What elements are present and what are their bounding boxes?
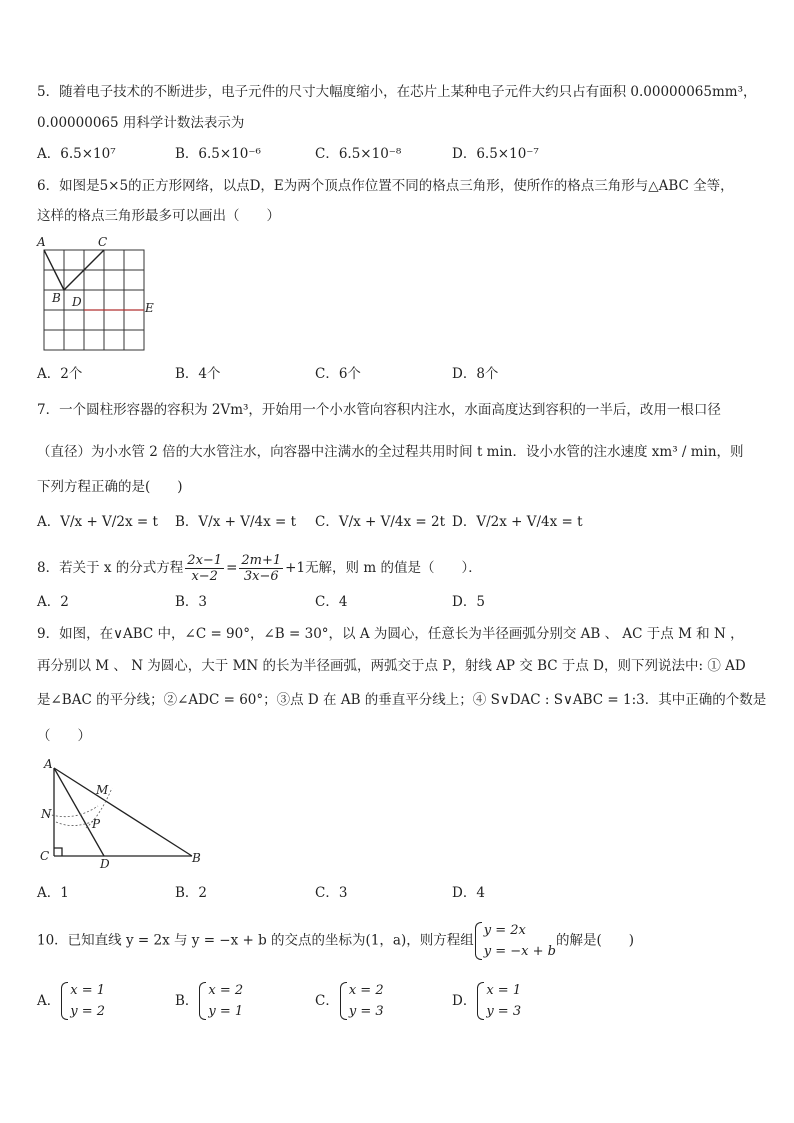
q5-stem-line1: 5．随着电子技术的不断进步，电子元件的尺寸大幅度缩小，在芯片上某种电子元件大约只占有面积 0.00000065mm³， (37, 84, 757, 100)
q8-option-d[interactable]: D．5 (452, 594, 485, 610)
q6-option-c[interactable]: C．6个 (315, 366, 361, 382)
q5-option-c[interactable]: C．6.5×10⁻⁸ (315, 146, 402, 162)
q9-triangle-figure (34, 756, 214, 868)
q10-option-a[interactable] (37, 980, 105, 1022)
q9-option-a[interactable]: A．1 (37, 885, 69, 901)
q10-option-b-y: y = 1 (208, 1004, 244, 1019)
q10-option-c[interactable] (315, 980, 384, 1022)
q6-label-e: E (145, 301, 154, 315)
q6-label-a: A (37, 235, 46, 249)
q10-option-a-label: A． (37, 993, 61, 1009)
q8-fraction-left: $\frac{2x-1}{x-2}$ (187, 553, 223, 584)
q5-stem-line2: 0.00000065 用科学计数法表示为 (37, 115, 245, 131)
q6-label-b: B (52, 291, 61, 305)
q10-system-eq1: y = 2x (483, 923, 526, 938)
q8-stem-prefix: 8．若关于 x 的分式方程 (37, 560, 184, 576)
q7-option-c[interactable]: C．V/x + V/4x = 2t (315, 514, 446, 530)
q10-option-c-label: C． (315, 993, 339, 1009)
q9-label-p: P (92, 817, 101, 831)
q9-label-c: C (40, 849, 50, 863)
q10-option-b-label: B． (175, 993, 199, 1009)
q7-option-d[interactable]: D．V/2x + V/4x = t (452, 514, 583, 530)
q5-option-b[interactable]: B．6.5×10⁻⁶ (175, 146, 261, 162)
q6-option-d[interactable]: D．8个 (452, 366, 499, 382)
q10-stem-suffix: 的解是( ) (555, 932, 634, 949)
q9-stem-line3: 是∠BAC 的平分线；②∠ADC = 60°；③点 D 在 AB 的垂直平分线上；④ S∨DAC : S∨ABC = 1:3．其中正确的个数是 (37, 692, 767, 708)
q6-stem-line1: 6．如图是5×5的正方形网络，以点D，E为两个顶点作位置不同的格点三角形，使所作的格点三角形与△ABC 全等， (37, 178, 734, 194)
q6-stem-line2: 这样的格点三角形最多可以画出（ ） (37, 208, 280, 224)
q9-option-d[interactable]: D．4 (452, 885, 485, 901)
q7-stem-line3: 下列方程正确的是( ) (37, 479, 183, 495)
q9-label-n: N (41, 807, 52, 821)
q10-system-eq2: y = −x + b (483, 944, 556, 959)
q10-option-d-label: D． (452, 993, 477, 1009)
q8-option-c[interactable]: C．4 (315, 594, 348, 610)
q10-option-c-x: x = 2 (348, 983, 384, 998)
q6-option-a[interactable]: A．2个 (37, 366, 83, 382)
q8-stem-suffix: 无解，则 m 的值是（ ）． (305, 560, 482, 576)
q9-label-a: A (44, 757, 53, 771)
q5-option-d[interactable]: D．6.5×10⁻⁷ (452, 146, 539, 162)
q8-fraction-right: $\frac{2m+1}{3x-6}$ (241, 553, 282, 584)
q10-option-b-x: x = 2 (208, 983, 244, 998)
q10-stem-prefix: 10．已知直线 y = 2x 与 y = −x + b 的交点的坐标为(1，a)，则方程组 (37, 932, 474, 949)
q10-option-d-x: x = 1 (486, 983, 522, 998)
q10-option-c-y: y = 3 (348, 1004, 384, 1019)
q10-equation-system (474, 920, 556, 962)
q9-stem-line2: 再分别以 M 、 N 为圆心，大于 MN 的长为半径画弧，两弧交于点 P，射线 AP 交 BC 于点 D，则下列说法中: ① AD (37, 658, 746, 674)
q9-label-b: B (192, 851, 201, 865)
q10-option-a-y: y = 2 (70, 1004, 106, 1019)
q10-option-b[interactable] (175, 980, 243, 1022)
q9-stem-line1: 9．如图，在∨ABC 中，∠C = 90°，∠B = 30°，以 A 为圆心，任意长为半径画弧分别交 AB 、 AC 于点 M 和 N ， (37, 626, 744, 642)
q8-option-a[interactable]: A．2 (37, 594, 69, 610)
q7-option-a[interactable]: A．V/x + V/2x = t (37, 514, 158, 530)
q9-stem-line4: （ ） (37, 728, 91, 744)
q9-option-c[interactable]: C．3 (315, 885, 348, 901)
q6-option-b[interactable]: B．4个 (175, 366, 221, 382)
q10-option-d-y: y = 3 (486, 1004, 522, 1019)
q7-option-b[interactable]: B．V/x + V/4x = t (175, 514, 297, 530)
q9-label-d: D (100, 857, 110, 868)
q10-option-a-x: x = 1 (70, 983, 106, 998)
q8-option-b[interactable]: B．3 (175, 594, 208, 610)
q8-stem: 8．若关于 x 的分式方程 $\frac{2x-1}{x-2}$ = $\frac{2m+1}{3x-6}$ +1无解，则 m 的值是（ ）． (37, 553, 482, 584)
q7-stem-line2: （直径）为小水管 2 倍的大水管注水，向容器中注满水的全过程共用时间 t min．设小水管的注水速度 xm³ / min，则 (37, 444, 744, 460)
q6-grid-figure (34, 234, 164, 354)
q9-option-b[interactable]: B．2 (175, 885, 208, 901)
q10-stem (37, 920, 634, 962)
q9-label-m: M (96, 783, 109, 797)
q5-option-a[interactable]: A．6.5×10⁷ (37, 146, 116, 162)
q6-label-c: C (98, 235, 108, 249)
q10-option-d[interactable] (452, 980, 521, 1022)
q7-stem-line1: 7．一个圆柱形容器的容积为 2Vm³，开始用一个小水管向容积内注水，水面高度达到容积的一半后，改用一根口径 (37, 402, 721, 418)
q6-label-d: D (72, 295, 82, 309)
